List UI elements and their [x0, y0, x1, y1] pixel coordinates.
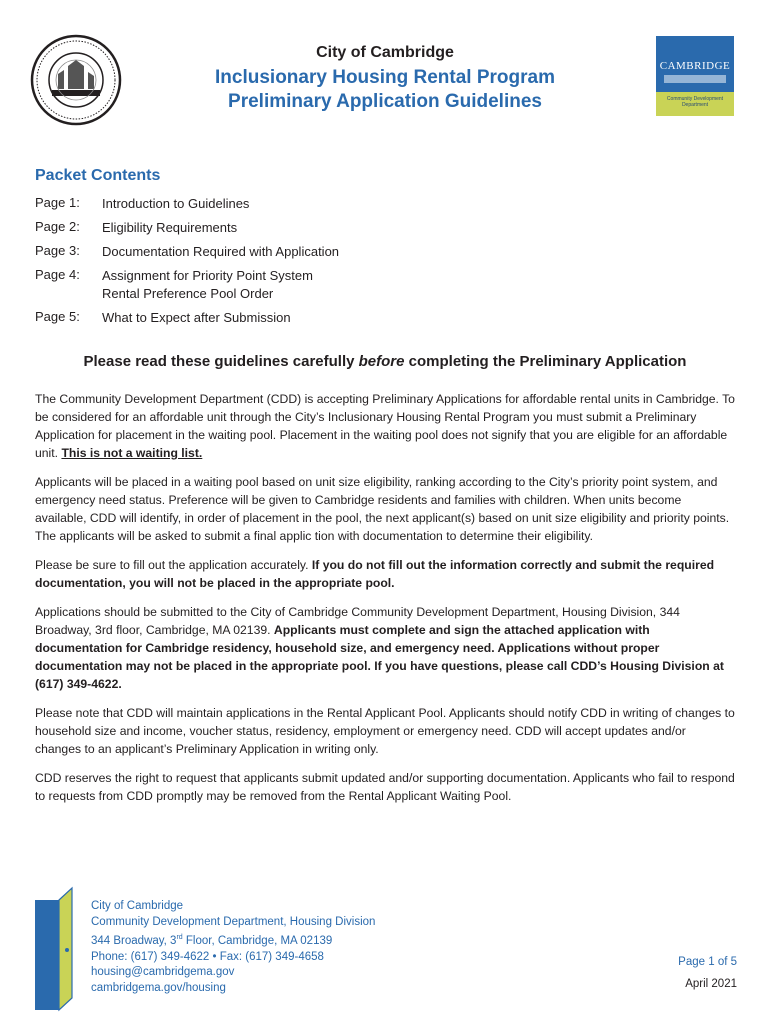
footer-address: [91, 930, 375, 949]
footer-phone: Phone: (617) 349-4622 • Fax: (617) 349-4658: [91, 950, 324, 963]
city-name: City of Cambridge: [316, 44, 454, 61]
address-superscript: rd: [176, 934, 183, 942]
toc-item: [35, 243, 339, 261]
page-number: Page 1 of 5: [678, 956, 737, 968]
paragraph-bold: This is not a waiting list.: [61, 446, 203, 460]
toc-description: Eligibility Requirements: [102, 220, 238, 235]
program-title: Inclusionary Housing Rental Program: [215, 67, 555, 88]
paragraph-bold: If you do not fill out the information correctly and submit the required documentation, you will not be placed in the appropriate pool.: [35, 558, 715, 590]
paragraph-text: Please be sure to fill out the application accurately.: [35, 558, 312, 572]
door-icon: [34, 886, 74, 1012]
paragraph: [35, 556, 735, 592]
toc-description: Introduction to Guidelines: [102, 196, 250, 211]
paragraph-text: Applications should be submitted to the City of Cambridge Community Development Department, Housing Division, 344 Broadway, 3rd floor, Cambridge, MA 02139.: [35, 605, 680, 637]
paragraph-text: CDD reserves the right to request that applicants submit updated and/or supporting documentation. Applicants who fail to respond to requests from CDD promptly may be removed from the Rental Applicant Waiting Pool.: [35, 771, 735, 803]
toc-description: What to Expect after Submission: [102, 310, 291, 325]
footer-city: City of Cambridge: [91, 900, 184, 912]
toc-item: [35, 219, 339, 237]
guidelines-title: Preliminary Application Guidelines: [228, 91, 542, 112]
paragraph: [35, 704, 735, 758]
city-seal-logo: [30, 34, 122, 126]
packet-contents-heading: Packet Contents: [35, 167, 161, 184]
paragraph: [35, 473, 735, 545]
paragraph-text: The Community Development Department (CDD) is accepting Preliminary Applications for affordable rental units in Cambridge. To be considered for an affordable unit through the City’s Inclusionary Housing Rental Program you must submit a Preliminary Application for placement in the waiting pool. Placement in the waiting pool does not signify that you are eligible for an affordable unit.: [35, 392, 735, 460]
toc-item: [35, 267, 339, 303]
paragraph-text: Applicants will be placed in a waiting pool based on unit size eligibility, ranking according to the City’s priority point system, and emergency need status. Preference will be given to Cambridge residents and families with children. When units become available, CDD will identify, in order of placement in the pool, the next applicant(s) based on unit size eligibility and priority points. The applicants will be asked to submit a final applic tion with documentation to determine their eligibility.: [35, 475, 730, 543]
cdd-logo: [656, 36, 734, 116]
toc-page: Page 3:: [35, 243, 80, 258]
notice-emphasis: before: [358, 353, 405, 370]
toc-description: Documentation Required with Application: [102, 244, 340, 259]
contact-block: [91, 899, 375, 996]
footer-website-link[interactable]: cambridgema.gov/housing: [91, 981, 226, 994]
paragraph-text: Please note that CDD will maintain applications in the Rental Applicant Pool. Applicants should notify CDD in writing of changes to household size and income, voucher status, residency, employment or emergency need. CDD will accept updates and/or changes to an applicant’s Preliminary Application in writing only.: [35, 706, 735, 756]
toc-page: Page 1:: [35, 195, 80, 210]
packet-contents-list: [35, 195, 339, 327]
page-header: [140, 44, 630, 114]
toc-page: Page 2:: [35, 219, 80, 234]
logo-tagline: Community Development Department: [666, 96, 724, 108]
toc-item: [35, 195, 339, 213]
paragraph-bold: Applicants must complete and sign the attached application with documentation for Cambridge residency, household size, and emergency need. Applications without proper documentation may not be placed in the appropriate pool. If you have questions, please call CDD’s Housing Division at (617) 349-4622.: [35, 623, 724, 691]
toc-page: Page 4:: [35, 267, 80, 282]
toc-page: Page 5:: [35, 309, 80, 324]
guidelines-body: [35, 390, 735, 816]
toc-description: Assignment for Priority Point System: [102, 268, 313, 283]
footer-department: Community Development Department, Housing Division: [91, 915, 376, 928]
address-text: 344 Broadway, 3: [91, 935, 177, 948]
document-date: April 2021: [685, 978, 737, 990]
address-text: Floor, Cambridge, MA 02139: [182, 935, 333, 948]
guidelines-notice: [35, 353, 735, 370]
paragraph: [35, 390, 735, 462]
paragraph: [35, 769, 735, 805]
notice-text: completing the Preliminary Application: [404, 353, 687, 370]
paragraph: [35, 603, 735, 693]
toc-item: [35, 309, 339, 327]
footer-email-link[interactable]: housing@cambridgema.gov: [91, 966, 235, 979]
notice-text: Please read these guidelines carefully: [83, 353, 359, 370]
toc-description: Rental Preference Pool Order: [102, 286, 274, 301]
logo-wordmark: CAMBRIDGE: [659, 60, 731, 72]
